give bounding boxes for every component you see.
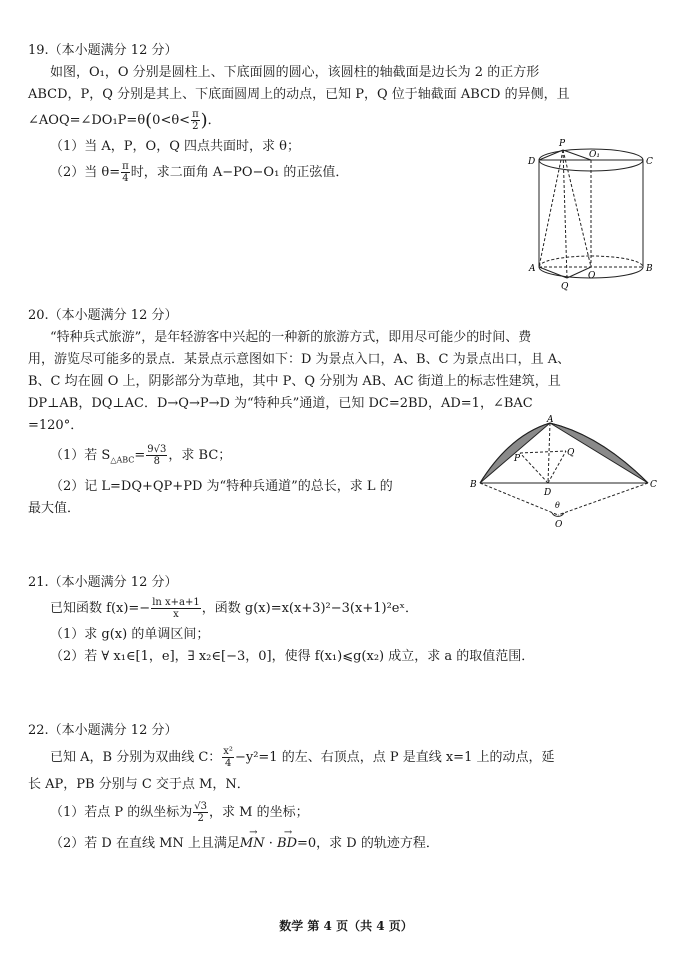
- problem-21-question-1: （1）求 g(x) 的单调区间；: [50, 627, 210, 642]
- label-theta: θ: [555, 501, 560, 510]
- sqrt3-over-2-fraction: $\frac{√3}{2}$: [194, 801, 208, 824]
- label-Q: Q: [567, 448, 575, 458]
- vector-BD: → BD: [277, 830, 297, 858]
- problem-22-heading: 22.（本小题满分 12 分）: [28, 723, 178, 738]
- label-Q: Q: [561, 282, 569, 292]
- problem-22-line-1: 已知 A，B 分别为双曲线 C： $\frac{\text{x²}}{4}$ −y²=1 的左、右顶点，点 P 是直线 x=1 上的动点，延: [50, 746, 555, 769]
- label-P: P: [514, 454, 521, 464]
- theta-range: 0<θ<: [152, 113, 191, 128]
- problem-22-line-2: 长 AP，PB 分别与 C 交于点 M，N．: [28, 777, 250, 792]
- label-A: A: [529, 264, 536, 274]
- problem-19-question-1: （1）当 A，P，O，Q 四点共面时，求 θ；: [50, 139, 300, 154]
- problem-21: [28, 572, 668, 668]
- problem-20-line-1: “特种兵式旅游”，是年轻游客中兴起的一种新的旅游方式，即用尽可能少的时间、费: [50, 330, 532, 345]
- scenic-area-figure: [470, 415, 660, 530]
- problem-21-heading: 21.（本小题满分 12 分）: [28, 575, 178, 590]
- problem-22-question-1: （1）若点 P 的纵坐标为 $\frac{√3}{2}$ ，求 M 的坐标；: [50, 801, 309, 824]
- label-O: O: [555, 520, 563, 530]
- page-footer: 数学 第 4 页（共 4 页）: [279, 919, 413, 933]
- hyperbola-fraction: $\frac{\text{x²}}{4}$: [223, 746, 233, 769]
- label-A: A: [547, 415, 554, 425]
- problem-20-line-5: =120°．: [28, 418, 84, 433]
- problem-20-question-2: （2）记 L=DQ+QP+PD 为“特种兵通道”的总长，求 L 的: [50, 478, 393, 494]
- problem-20-heading: 20.（本小题满分 12 分）: [28, 308, 178, 323]
- problem-20-question-1: （1）若 $S_{\triangle ABC}=$ $\frac{9√3}{8}$ ，求 BC；: [50, 444, 232, 467]
- vector-MN: → MN: [240, 830, 265, 858]
- problem-19-line-2: ABCD，P，Q 分别是其上、下底面圆周上的动点，已知 P，Q 位于轴截面 ABCD 的异侧，且: [28, 87, 570, 102]
- pi-over-2-fraction: $\frac{\pi}{2}$: [192, 109, 199, 132]
- label-B: B: [646, 264, 653, 274]
- problem-19-line-3: ∠AOQ=∠DO₁P=θ(0<θ< $\frac{\pi}{2}$ )．: [28, 109, 221, 132]
- label-O1: O₁: [589, 150, 600, 160]
- label-B: B: [470, 480, 477, 490]
- pi-over-4-fraction: $\frac{\pi}{4}$: [122, 161, 129, 184]
- label-P: P: [559, 139, 566, 149]
- label-D: D: [528, 157, 536, 167]
- problem-20-line-2: 用，游览尽可能多的景点．某景点示意图如下：D 为景点入口，A、B、C 为景点出口，且 A、: [28, 352, 571, 367]
- problem-22: [28, 720, 668, 858]
- problem-20-line-4: DP⊥AB，DQ⊥AC．D→Q→P→D 为“特种兵”通道，已知 DC=2BD，AD=1，∠BAC: [28, 396, 533, 411]
- problem-20-question-2-cont: 最大值．: [28, 500, 81, 516]
- problem-19-heading: 19.（本小题满分 12 分）: [28, 43, 178, 58]
- problem-20-line-3: B、C 均在圆 O 上，阴影部分为草地，其中 P、Q 分别为 AB、AC 街道上的标志性建筑，且: [28, 374, 561, 389]
- f-fraction: $\frac{\text{ln x+a+1}}{x}$: [152, 597, 200, 620]
- problem-19-question-2: （2）当 θ= $\frac{\pi}{4}$ 时，求二面角 A−PO−O₁ 的正弦值．: [50, 161, 349, 184]
- problem-21-line-1: 已知函数 f(x)=− $\frac{\text{ln x+a+1}}{x}$ ，函数 g(x)=x(x+3)²−3(x+1)²eˣ．: [50, 597, 418, 620]
- label-C: C: [646, 157, 653, 167]
- label-O: O: [588, 271, 596, 281]
- problem-19-line-1: 如图，O₁，O 分别是圆柱上、下底面圆的圆心，该圆柱的轴截面是边长为 2 的正方形: [50, 65, 540, 80]
- angle-condition: ∠AOQ=∠DO₁P=θ: [28, 113, 146, 128]
- cylinder-figure: [525, 135, 660, 295]
- problem-22-question-2: （2）若 D 在直线 MN 上且满足→ MN · → BD=0，求 D 的轨迹方程．: [28, 830, 668, 858]
- label-C: C: [650, 480, 657, 490]
- label-D: D: [544, 488, 552, 498]
- area-fraction: $\frac{9√3}{8}$: [147, 444, 167, 467]
- problem-21-question-2: （2）若 ∀ x₁∈[1，e]，∃ x₂∈[−3，0]，使得 f(x₁)⩽g(x₂) 成立，求 a 的取值范围．: [50, 649, 535, 664]
